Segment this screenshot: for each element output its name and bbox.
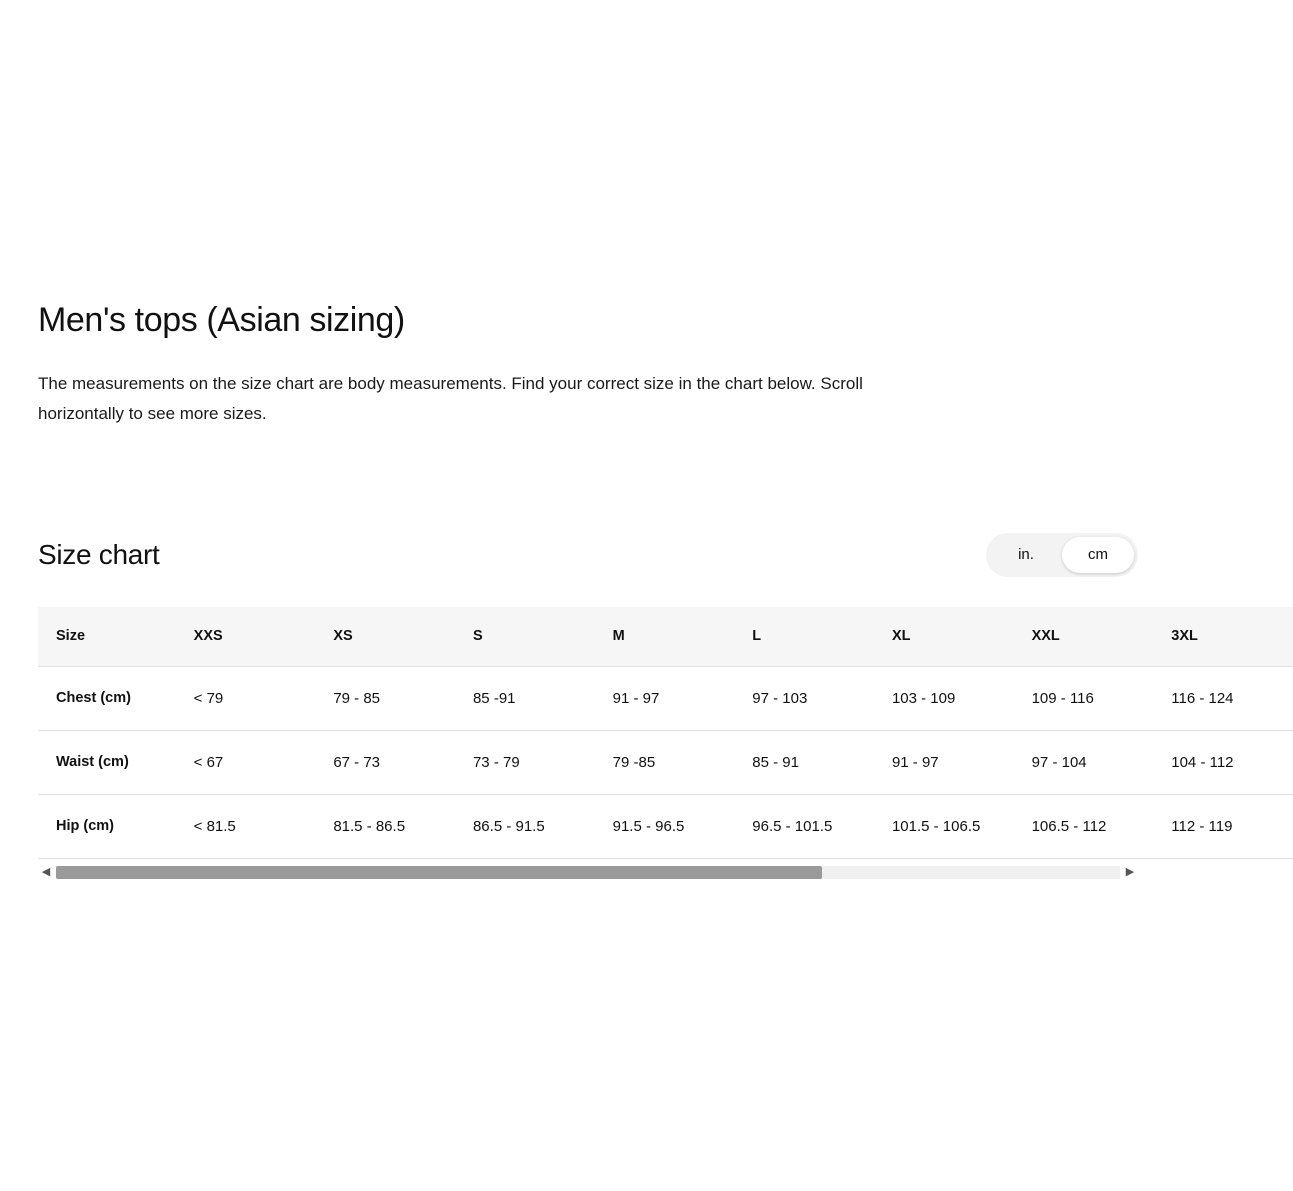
column-header: Size xyxy=(38,607,176,667)
column-header: XL xyxy=(874,607,1014,667)
table-cell: < 67 xyxy=(176,730,316,794)
table-cell: 101.5 - 106.5 xyxy=(874,794,1014,858)
row-label: Hip (cm) xyxy=(38,794,176,858)
column-header: 3XL xyxy=(1153,607,1293,667)
table-cell: 91 - 97 xyxy=(874,730,1014,794)
size-chart-table xyxy=(38,607,1293,859)
column-header: L xyxy=(734,607,874,667)
table-cell: 67 - 73 xyxy=(315,730,455,794)
unit-option-cm[interactable]: cm xyxy=(1062,537,1134,573)
table-cell: 104 - 112 xyxy=(1153,730,1293,794)
unit-toggle[interactable] xyxy=(986,533,1138,577)
table-cell: 106.5 - 112 xyxy=(1014,794,1154,858)
row-label: Waist (cm) xyxy=(38,730,176,794)
table-cell: < 79 xyxy=(176,666,316,730)
page-title: Men's tops (Asian sizing) xyxy=(38,301,405,339)
table-header-row xyxy=(38,607,1293,667)
size-chart-table-wrap xyxy=(38,607,1234,881)
table-cell: 91 - 97 xyxy=(595,666,735,730)
table-cell: 91.5 - 96.5 xyxy=(595,794,735,858)
unit-option-inches[interactable]: in. xyxy=(1018,545,1034,563)
table-cell: 73 - 79 xyxy=(455,730,595,794)
table-row xyxy=(38,794,1293,858)
table-cell: 86.5 - 91.5 xyxy=(455,794,595,858)
table-cell: 79 -85 xyxy=(595,730,735,794)
scroll-left-arrow-icon[interactable]: ◀ xyxy=(41,866,51,879)
intro-paragraph: The measurements on the size chart are body measurements. Find your correct size in the chart below. Scroll horizontally to see more sizes. xyxy=(38,373,863,423)
column-header: M xyxy=(595,607,735,667)
scrollbar-track[interactable] xyxy=(56,866,1120,879)
table-row xyxy=(38,666,1293,730)
column-header: S xyxy=(455,607,595,667)
table-cell: 112 - 119 xyxy=(1153,794,1293,858)
table-row xyxy=(38,730,1293,794)
horizontal-scrollbar[interactable] xyxy=(38,865,1138,881)
size-chart-scroll-region[interactable] xyxy=(38,607,1234,859)
row-label: Chest (cm) xyxy=(38,666,176,730)
scrollbar-thumb[interactable] xyxy=(56,866,822,879)
size-chart-header xyxy=(38,533,1138,577)
column-header: XS xyxy=(315,607,455,667)
table-cell: 85 -91 xyxy=(455,666,595,730)
column-header: XXL xyxy=(1014,607,1154,667)
size-guide-page xyxy=(38,300,1234,881)
table-cell: 97 - 103 xyxy=(734,666,874,730)
table-cell: 116 - 124 xyxy=(1153,666,1293,730)
scroll-right-arrow-icon[interactable]: ▶ xyxy=(1125,866,1135,879)
column-header: XXS xyxy=(176,607,316,667)
table-cell: 97 - 104 xyxy=(1014,730,1154,794)
table-cell: 109 - 116 xyxy=(1014,666,1154,730)
table-cell: 103 - 109 xyxy=(874,666,1014,730)
table-cell: 85 - 91 xyxy=(734,730,874,794)
table-cell: 81.5 - 86.5 xyxy=(315,794,455,858)
table-cell: 96.5 - 101.5 xyxy=(734,794,874,858)
table-cell: 79 - 85 xyxy=(315,666,455,730)
section-title: Size chart xyxy=(38,538,160,570)
table-cell: < 81.5 xyxy=(176,794,316,858)
